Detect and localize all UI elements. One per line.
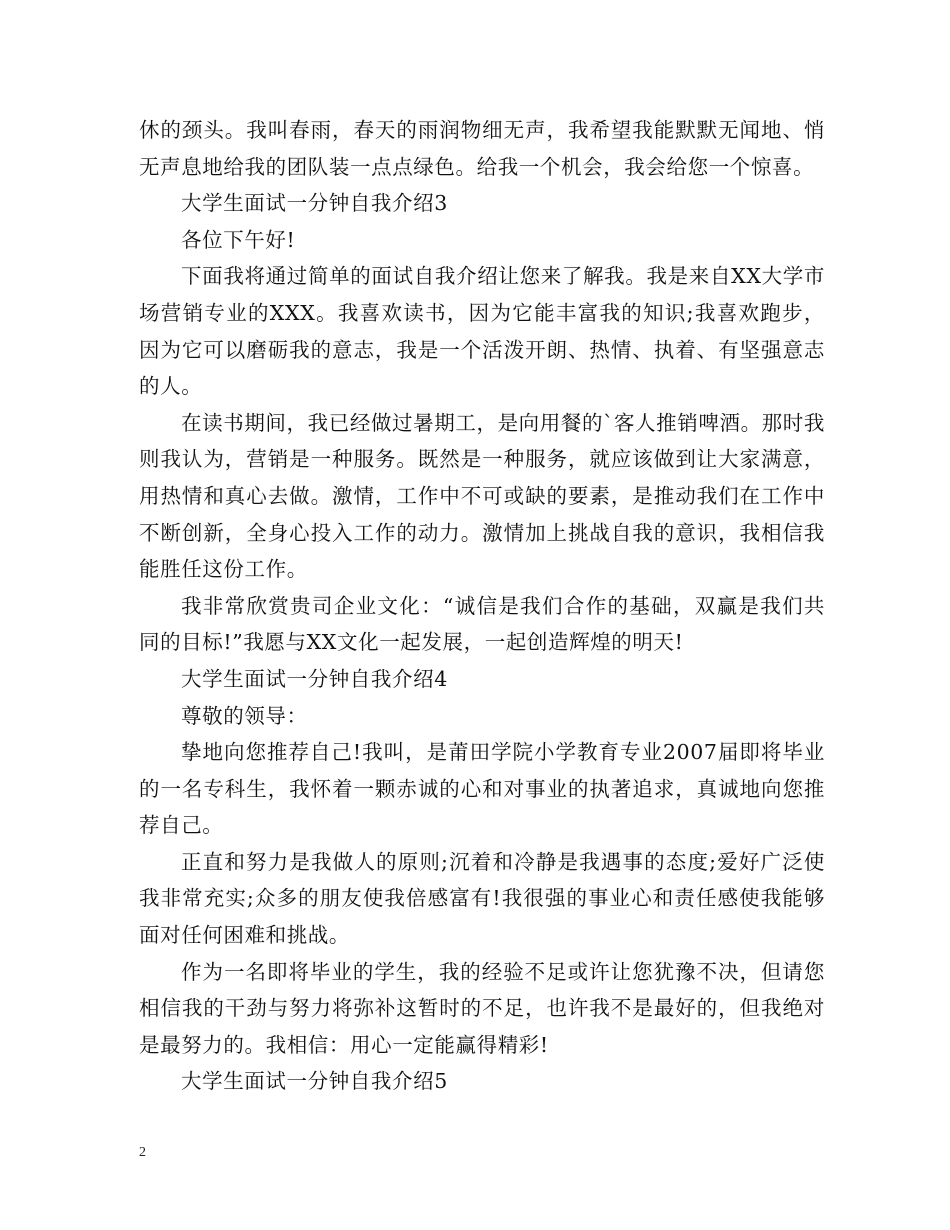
document-body [139,112,825,1100]
section-heading-3: 大学生面试一分钟自我介绍3 [181,191,448,216]
paragraph-4-3: 作为一名即将毕业的学生，我的经验不足或许让您犹豫不决，但请您相信我的干劲与努力将弥补这暂时的不足，也许我不是最好的，但我绝对是最努力的。我相信：用心一定能赢得精彩! [139,959,825,1057]
paragraph-continuation: 休的颈头。我叫春雨，春天的雨润物细无声，我希望我能默默无闻地、悄无声息地给我的团队装一点点绿色。给我一个机会，我会给您一个惊喜。 [139,118,825,179]
section-heading-4: 大学生面试一分钟自我介绍4 [181,666,448,691]
greeting-3: 各位下午好! [181,227,296,252]
paragraph-3-1: 下面我将通过简单的面试自我介绍让您来了解我。我是来自XX大学市场营销专业的XXX。我喜欢读书，因为它能丰富我的知识;我喜欢跑步，因为它可以磨砺我的意志，我是一个活泼开朗、热情、执着、有坚强意志的人。 [139,264,825,399]
greeting-4: 尊敬的领导： [181,703,308,728]
paragraph-4-1: 挚地向您推荐自己!我叫，是莆田学院小学教育专业2007届即将毕业的一名专科生，我怀着一颗赤诚的心和对事业的执著追求，真诚地向您推荐自己。 [139,740,825,838]
paragraph-4-2: 正直和努力是我做人的原则;沉着和冷静是我遇事的态度;爱好广泛使我非常充实;众多的朋友使我倍感富有!我很强的事业心和责任感使我能够面对任何困难和挑战。 [139,849,825,948]
paragraph-3-2: 在读书期间，我已经做过暑期工，是向用餐的`客人推销啤酒。那时我则我认为，营销是一种服务。既然是一种服务，就应该做到让大家满意，用热情和真心去做。激情，工作中不可或缺的要素，是推动我们在工作中不断创新，全身心投入工作的动力。激情加上挑战自我的意识，我相信我能胜任这份工作。 [139,410,825,582]
section-heading-5: 大学生面试一分钟自我介绍5 [181,1069,448,1094]
page-number: 2 [139,1145,146,1160]
paragraph-3-3: 我非常欣赏贵司企业文化：“诚信是我们合作的基础，双赢是我们共同的目标!”我愿与XX文化一起发展，一起创造辉煌的明天! [139,593,825,655]
